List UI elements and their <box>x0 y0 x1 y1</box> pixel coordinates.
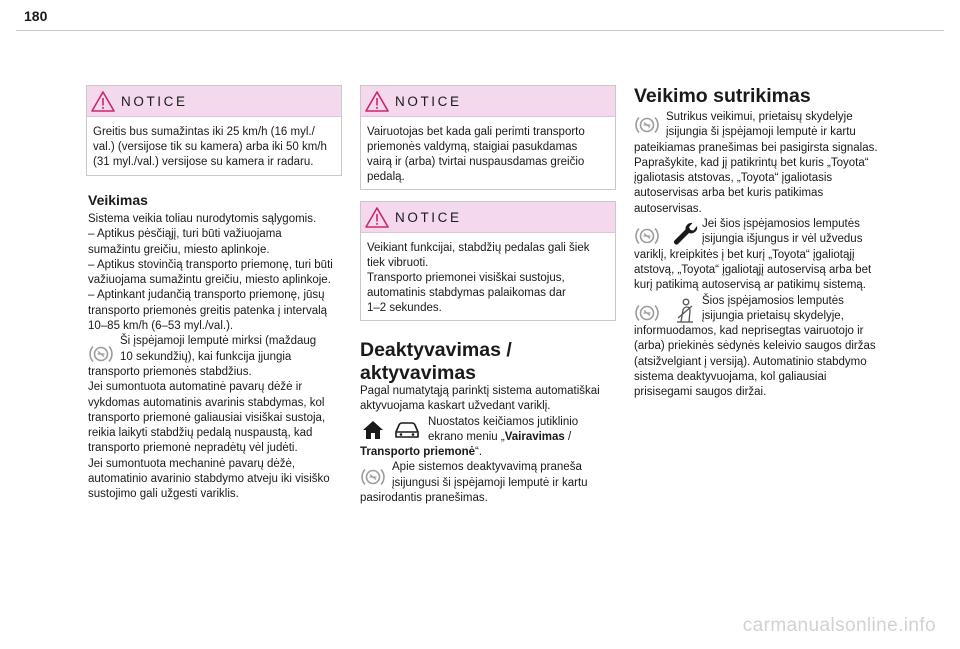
notice-header <box>361 202 615 233</box>
car-icon <box>393 420 421 440</box>
notice-header <box>87 86 341 117</box>
watermark: carmanualsonline.info <box>742 615 936 636</box>
collision-warning-lamp-icon <box>360 466 386 488</box>
collision-warning-lamp-icon <box>88 343 114 365</box>
notice-header <box>361 86 615 117</box>
wrench-icon <box>672 222 700 248</box>
section-title-deaktyvavimas: Deaktyvavimas / aktyvavimas <box>360 339 512 384</box>
section-title-veikimo-sutrikimas: Veikimo sutrikimas <box>634 85 811 107</box>
notice-text: Vairuotojas bet kada gali perimti transporto priemonės valdymą, staigiai pasukdamas vairą ir (arba) tvirtai nuspausdamas greičio pedalą. <box>367 126 585 183</box>
deaktyvavimas-text: Pagal numatytąją parinktį sistema automatiškai aktyvuojama kaskart užvedant variklį. Nuostatos keičiamos jutiklinio ekrano meniu „Vairavimas / Transporto priemonė“. Apie sistemos deaktyvavimą praneša įsijungusi ši įspėjamoji lemputė ir kartu pasirodantis pranešimas. <box>360 385 600 505</box>
page-number: 180 <box>24 8 48 24</box>
section-heading-veikimas: Veikimas <box>88 192 148 208</box>
seatbelt-icon <box>674 298 696 324</box>
veikimas-text: Sistema veikia toliau nurodytomis sąlygomis. – Aptikus pėsčiąjį, turi būti važiuojama sumažintu greičiu, miesto aplinkoje. – Aptikus stovinčią transporto priemonę, turi būti važiuojama sumažintu greičiu, miesto aplinkoje. – Aptinkant judančią transporto priemonę, jūsų transporto priemonės greitis patenka į intervalą 10–85 km/h (6–53 myl./val.). Ši įspėjamoji lemputė mirksi (maždaug 10 sekundžių), kai funkcija įjungia transporto priemonės stabdžius. Jei sumontuota automatinė pavarų dėžė ir vykdomas automatinis avarinis stabdymas, kol transporto priemonė galiausiai visiškai sustoja, reikia laikyti stabdžių pedalą nuspaustą, kad transporto priemonė nepradėtų vėl judėti. Jei sumontuota mechaninė pavarų dėžė, automatinio avarinio stabdymo atveju iki visiško sustojimo gali užgesti variklis. <box>88 213 333 501</box>
collision-warning-lamp-icon <box>634 225 660 247</box>
home-icon <box>362 420 384 440</box>
notice-title: NOTICE <box>395 94 462 109</box>
collision-warning-lamp-icon <box>634 114 660 136</box>
sutrikimas-text: Sutrikus veikimui, prietaisų skydelyje įsijungia ši įspėjamoji lemputė ir kartu pateikiamas pranešimas bei pasigirsta signalas. Paprašykite, kad jį patikrintų bet kuris „Toyota“ įgaliotasis atstovas, „Toyota“ įgaliotasis autoservisas arba bet kuris patikimas autoservisas. Jei šios įspėjamosios lemputės įsijungia išjungus ir vėl užvedus variklį, kreipkitės į bet kurį „Toyota“ įgaliotąjį atstovą, „Toyota“ įgaliotąjį autoservisą arba bet kurį patikimą autoservisą ar patikimų sistemą. Šios įspėjamosios lemputės įsijungia prietaisų skydelyje, informuodamos, kad neprisegtas vairuotojo ir (arba) priekinės sėdynės keleivio saugos diržas (atsižvelgiant į versiją). Automatinio stabdymo sistema deaktyvuojama, kol galiausiai prisisegami saugos diržai. <box>634 111 878 399</box>
warning-triangle-icon <box>365 91 389 112</box>
notice-text: Greitis bus sumažintas iki 25 km/h (16 myl./ val.) (versijose tik su kamera) arba iki 50 km/h (31 myl./val.) versijose su kamera ir radaru. <box>93 126 327 168</box>
submenu-name: Transporto priemonė <box>360 446 476 459</box>
menu-name-vairavimas: Vairavimas <box>504 430 565 443</box>
notice-box-speed <box>86 85 342 176</box>
collision-warning-lamp-icon <box>634 302 660 324</box>
warning-triangle-icon <box>91 91 115 112</box>
warning-triangle-icon <box>365 207 389 228</box>
notice-title: NOTICE <box>395 210 462 225</box>
notice-text: Veikiant funkcijai, stabdžių pedalas gali šiek tiek vibruoti. Transporto priemonei visiškai sustojus, automatinis stabdymas palaikomas dar 1–2 sekundes. <box>367 242 590 314</box>
header-rule <box>16 30 944 31</box>
notice-box-brake-vibration <box>360 201 616 321</box>
notice-box-driver-override <box>360 85 616 190</box>
notice-title: NOTICE <box>121 94 188 109</box>
